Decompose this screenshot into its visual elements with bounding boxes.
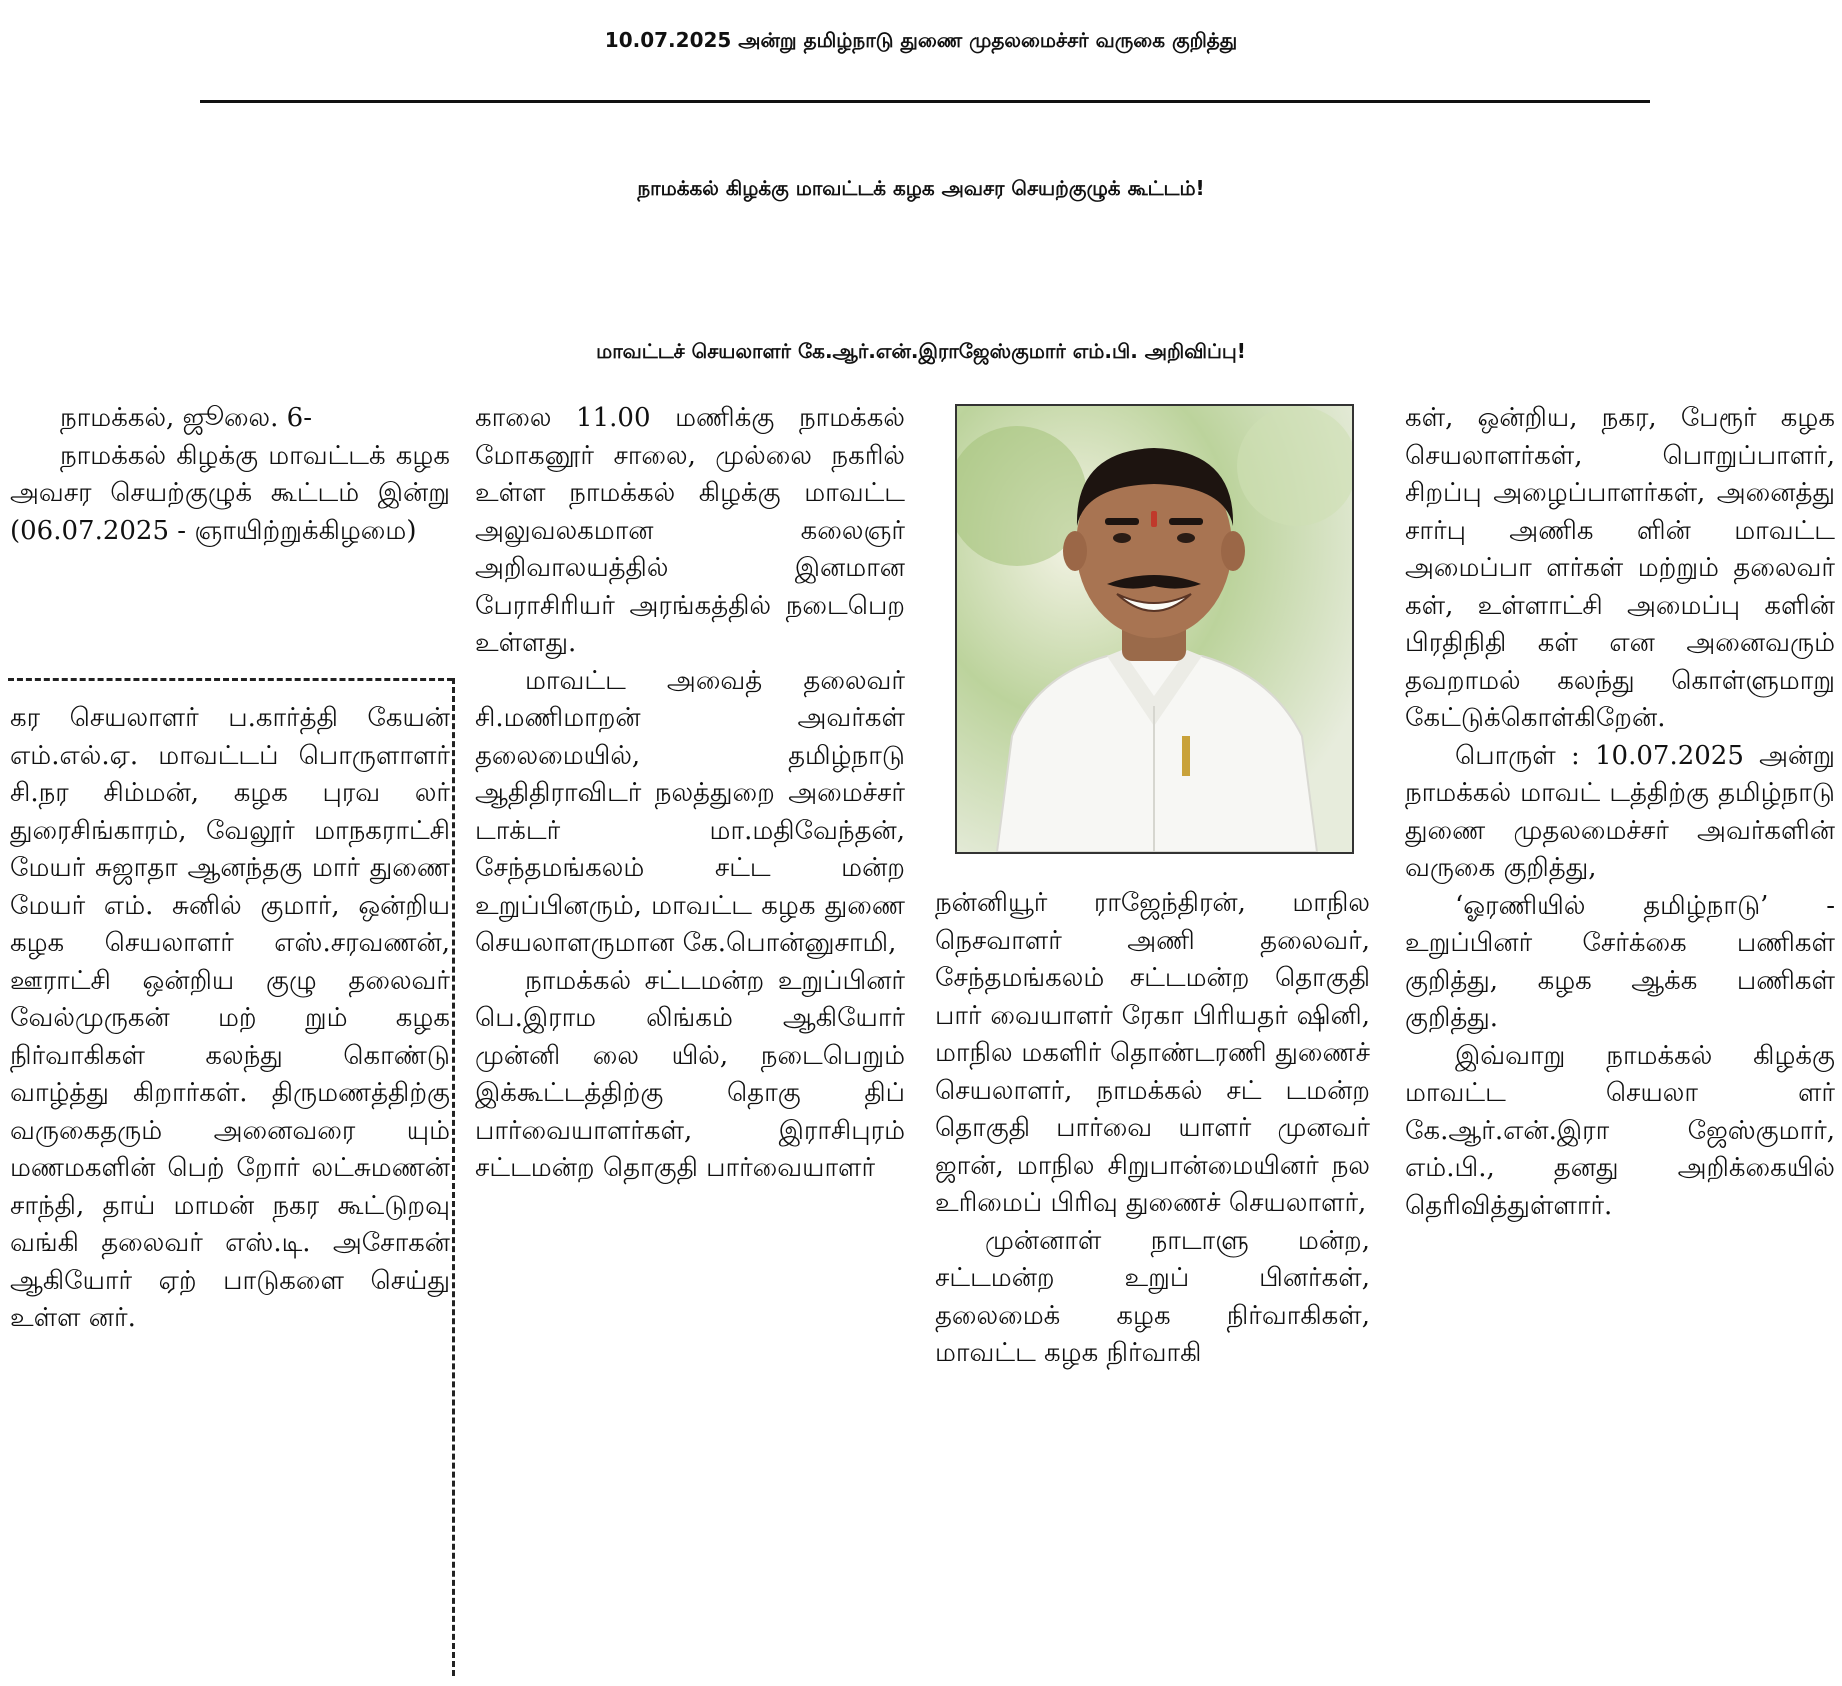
portrait-illustration [957, 406, 1352, 852]
article-paragraph: பொருள் : 10.07.2025 அன்று நாமக்கல் மாவட் டத்திற்கு தமிழ்நாடு துணை முதலமைச்சர் அவர்களின் வருகை குறித்து, [1405, 740, 1835, 883]
column-divider-vertical [452, 678, 455, 1676]
article-paragraph: மாவட்ட அவைத் தலைவர் சி.மணிமாறன் அவர்கள் தலைமையில், தமிழ்நாடு ஆதிதிராவிடர் நலத்துறை அமைச்சர் டாக்டர் மா.மதிவேந்தன், சேந்தமங்கலம் சட்ட மன்ற உறுப்பினரும், மாவட்ட கழக துணை செயலாளருமான கே.பொன்னுசாமி, [475, 665, 905, 958]
article-paragraph: ‘ஓரணியில் தமிழ்நாடு’ - உறுப்பினர் சேர்க்கை பணிகள் குறித்து, கழக ஆக்க பணிகள் குறித்து. [1405, 890, 1835, 1033]
headline-rule [200, 100, 1650, 103]
article-paragraph: இவ்வாறு நாமக்கல் கிழக்கு மாவட்ட செயலா ளர் கே.ஆர்.என்.இரா ஜேஸ்குமார், எம்.பி., தனது அறிக்கையில் தெரிவித்துள்ளார். [1405, 1040, 1835, 1221]
article-paragraph: நன்னியூர் ராஜேந்திரன், மாநில நெசவாளர் அணி தலைவர், சேந்தமங்கலம் சட்டமன்ற தொகுதி பார் வையாளர் ரேகா பிரியதர் ஷினி, மாநில மகளிர் தொண்டரணி துணைச் செயலாளர், நாமக்கல் சட் டமன்ற தொகுதி பார்வை யாளர் முனவர் ஜான், மாநில சிறுபான்மையினர் நல உரிமைப் பிரிவு துணைச் செயலாளர், [935, 888, 1370, 1218]
portrait-photo [955, 404, 1354, 854]
article-paragraph: கள், ஒன்றிய, நகர, பேரூர் கழக செயலாளர்கள், பொறுப்பாளர், சிறப்பு அழைப்பாளர்கள், அனைத்து சார்பு அணிக ளின் மாவட்ட அமைப்பா ளர்கள் மற்றும் தலைவர் கள், உள்ளாட்சி அமைப்பு களின் பிரதிநிதி கள் என அனைவரும் தவறாமல் கலந்து கொள்ளுமாறு கேட்டுக்கொள்கிறேன். [1405, 403, 1835, 733]
dateline: நாமக்கல், ஜூலை. 6- [60, 403, 312, 433]
article-column-2 [475, 400, 905, 1188]
column-divider-horizontal [8, 678, 453, 681]
article-column-4 [1405, 400, 1835, 1225]
article-paragraph: நாமக்கல் கிழக்கு மாவட்டக் கழக அவசர செயற்குழுக் கூட்டம் இன்று (06.07.2025 - ஞாயிற்றுக்கிழமை) [10, 440, 450, 546]
article-paragraph: நாமக்கல் சட்டமன்ற உறுப்பினர் பெ.இராம லிங்கம் ஆகியோர் முன்னி லை யில், நடைபெறும் இக்கூட்டத்திற்கு தொகு திப் பார்வையாளர்கள், இராசிபுரம் சட்டமன்ற தொகுதி பார்வையாளர் [475, 965, 905, 1183]
article-column-3 [935, 885, 1370, 1373]
article-paragraph: காலை 11.00 மணிக்கு நாமக்கல் மோகனூர் சாலை, முல்லை நகரில் உள்ள நாமக்கல் கிழக்கு மாவட்ட அலுவலகமான கலைஞர் அறிவாலயத்தில் இனமான பேராசிரியர் அரங்கத்தில் நடைபெற உள்ளது. [475, 403, 905, 658]
kicker-headline: 10.07.2025 அன்று தமிழ்நாடு துணை முதலமைச்சர் வருகை குறித்து [604, 28, 1238, 52]
main-headline: நாமக்கல் கிழக்கு மாவட்டக் கழக அவசர செயற்குழுக் கூட்டம்! [637, 176, 1205, 200]
article-column-1-top [10, 400, 450, 550]
article-column-1-bottom [10, 700, 450, 1338]
sub-headline: மாவட்டச் செயலாளர் கே.ஆர்.என்.இராஜேஸ்குமார் எம்.பி. அறிவிப்பு! [596, 339, 1246, 363]
article-paragraph: கர செயலாளர் ப.கார்த்தி கேயன் எம்.எல்.ஏ. மாவட்டப் பொருளாளர் சி.நர சிம்மன், கழக புரவ லர் துரைசிங்காரம், வேலூர் மாநகராட்சி மேயர் சுஜாதா ஆனந்தகு மார் துணை மேயர் எம். சுனில் குமார், ஒன்றிய கழக செயலாளர் எஸ்.சரவணன், ஊராட்சி ஒன்றிய குழு தலைவர் வேல்முருகன் மற் றும் கழக நிர்வாகிகள் கலந்து கொண்டு வாழ்த்து கிறார்கள். திருமணத்திற்கு வருகைதரும் அனைவரை யும் மணமகளின் பெற் றோர் லட்சுமணன் சாந்தி, தாய் மாமன் நகர கூட்டுறவு வங்கி தலைவர் எஸ்.டி. அசோகன் ஆகியோர் ஏற் பாடுகளை செய்து உள்ள னர். [10, 703, 450, 1333]
article-paragraph: முன்னாள் நாடாளு மன்ற, சட்டமன்ற உறுப் பினர்கள், தலைமைக் கழக நிர்வாகிகள், மாவட்ட கழக நிர்வாகி [935, 1225, 1370, 1368]
